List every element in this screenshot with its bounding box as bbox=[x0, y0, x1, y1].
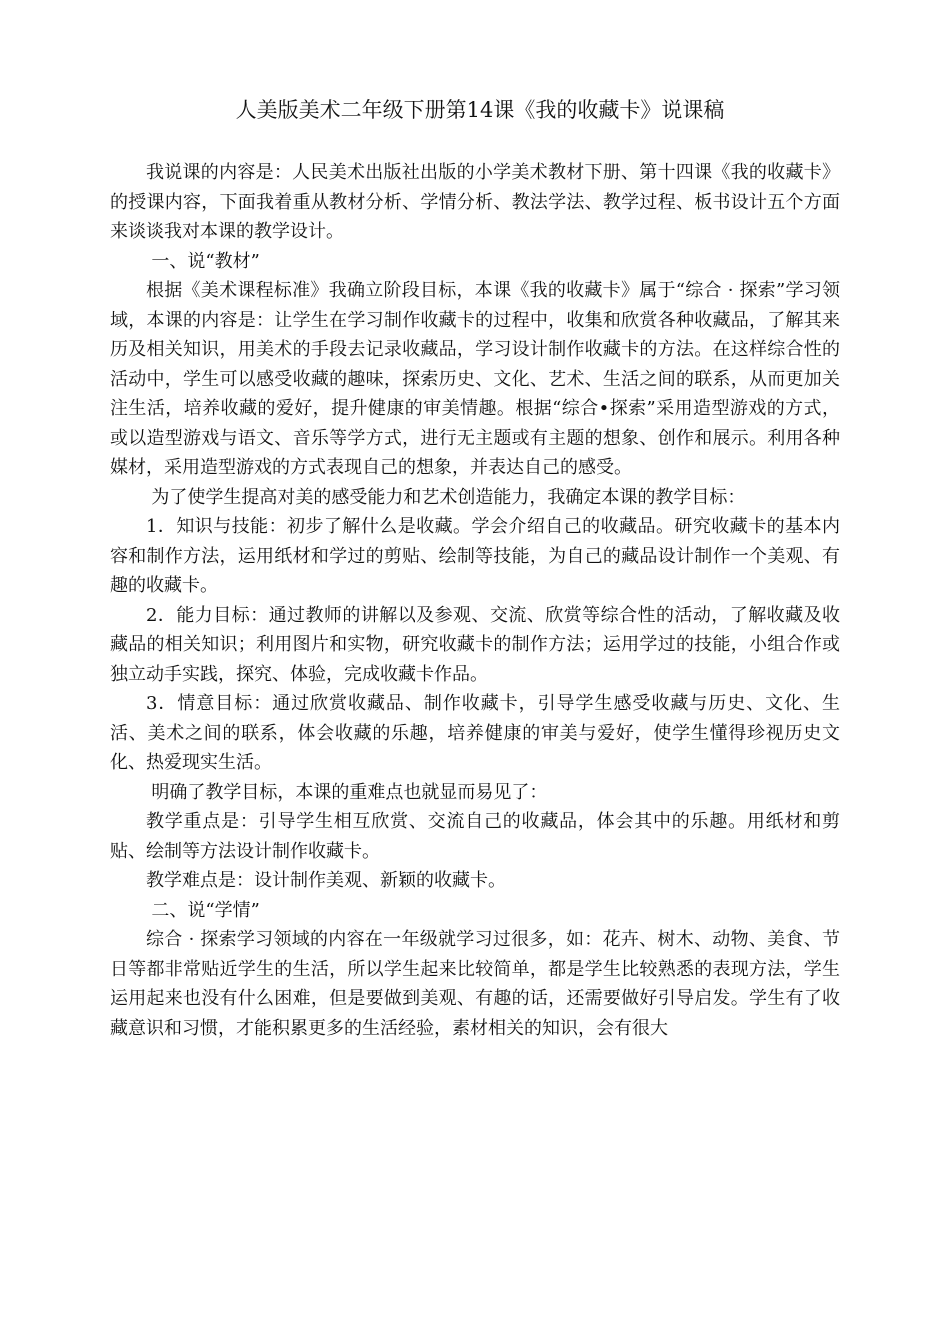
page-title: 人美版美术二年级下册第14课《我的收藏卡》说课稿 bbox=[235, 98, 725, 122]
difficulty-paragraph: 教学难点是：设计制作美观、新颖的收藏卡。 bbox=[146, 870, 506, 891]
key-points-intro-paragraph: 明确了教学目标，本课的重难点也就显而易见了： bbox=[151, 781, 548, 803]
textbook-paragraph: 根据《美术课程标准》我确立阶段目标，本课《我的收藏卡》属于“综合 · 探索”学习领域，本课的内容是：让学生在学习制作收藏卡的过程中，收集和欣赏各种收藏品，了解其来历及相关知识，用美术的手段去记录收藏品，学习设计制作收藏卡的方法。在这样综合性的活动中，学生可以感受收藏的趣味，探索历史、文化、艺术、生活之间的联系，从而更加关注生活，培养收藏的爱好，提升健康的审美情趣。根据“综合•探索”采用造型游戏的方式，或以造型游戏与语文、音乐等学方式，进行无主题或有主题的想象、创作和展示。利用各种媒材，采用造型游戏的方式表现自己的想象，并表达自己的感受。 bbox=[110, 280, 840, 478]
goal-knowledge-paragraph: 1．知识与技能：初步了解什么是收藏。学会介绍自己的收藏品。研究收藏卡的基本内容和制作方法，运用纸材和学过的剪贴、绘制等技能，为自己的藏品设计制作一个美观、有趣的收藏卡。 bbox=[110, 516, 840, 596]
key-point-paragraph: 教学重点是：引导学生相互欣赏、交流自己的收藏品，体会其中的乐趣。用纸材和剪贴、绘制等方法设计制作收藏卡。 bbox=[110, 811, 840, 862]
students-paragraph: 综合 · 探索学习领域的内容在一年级就学习过很多，如：花卉、树木、动物、美食、节日等都非常贴近学生的生活，所以学生起来比较简单，都是学生比较熟悉的表现方法，学生运用起来也没有什么困难，但是要做到美观、有趣的话，还需要做好引导启发。学生有了收藏意识和习惯，才能积累更多的生活经验，素材相关的知识，会有很大 bbox=[110, 929, 840, 1039]
section-heading-students: 二、说“学情” bbox=[151, 899, 260, 921]
section-heading-textbook: 一、说“教材” bbox=[151, 250, 260, 272]
goal-ability-paragraph: 2．能力目标：通过教师的讲解以及参观、交流、欣赏等综合性的活动，了解收藏及收藏品的相关知识；利用图片和实物，研究收藏卡的制作方法；运用学过的技能，小组合作或独立动手实践，探究、体验，完成收藏卡作品。 bbox=[110, 604, 840, 685]
goals-intro-paragraph: 为了使学生提高对美的感受能力和艺术创造能力，我确定本课的教学目标： bbox=[151, 486, 746, 508]
document-page bbox=[110, 90, 840, 1043]
goal-emotion-paragraph: 3．情意目标：通过欣赏收藏品、制作收藏卡，引导学生感受收藏与历史、文化、生活、美术之间的联系，体会收藏的乐趣，培养健康的审美与爱好，使学生懂得珍视历史文化、热爱现实生活。 bbox=[110, 693, 840, 773]
intro-paragraph: 我说课的内容是：人民美术出版社出版的小学美术教材下册、第十四课《我的收藏卡》的授课内容，下面我着重从教材分析、学情分析、教法学法、教学过程、板书设计五个方面来谈谈我对本课的教学设计。 bbox=[110, 162, 840, 242]
